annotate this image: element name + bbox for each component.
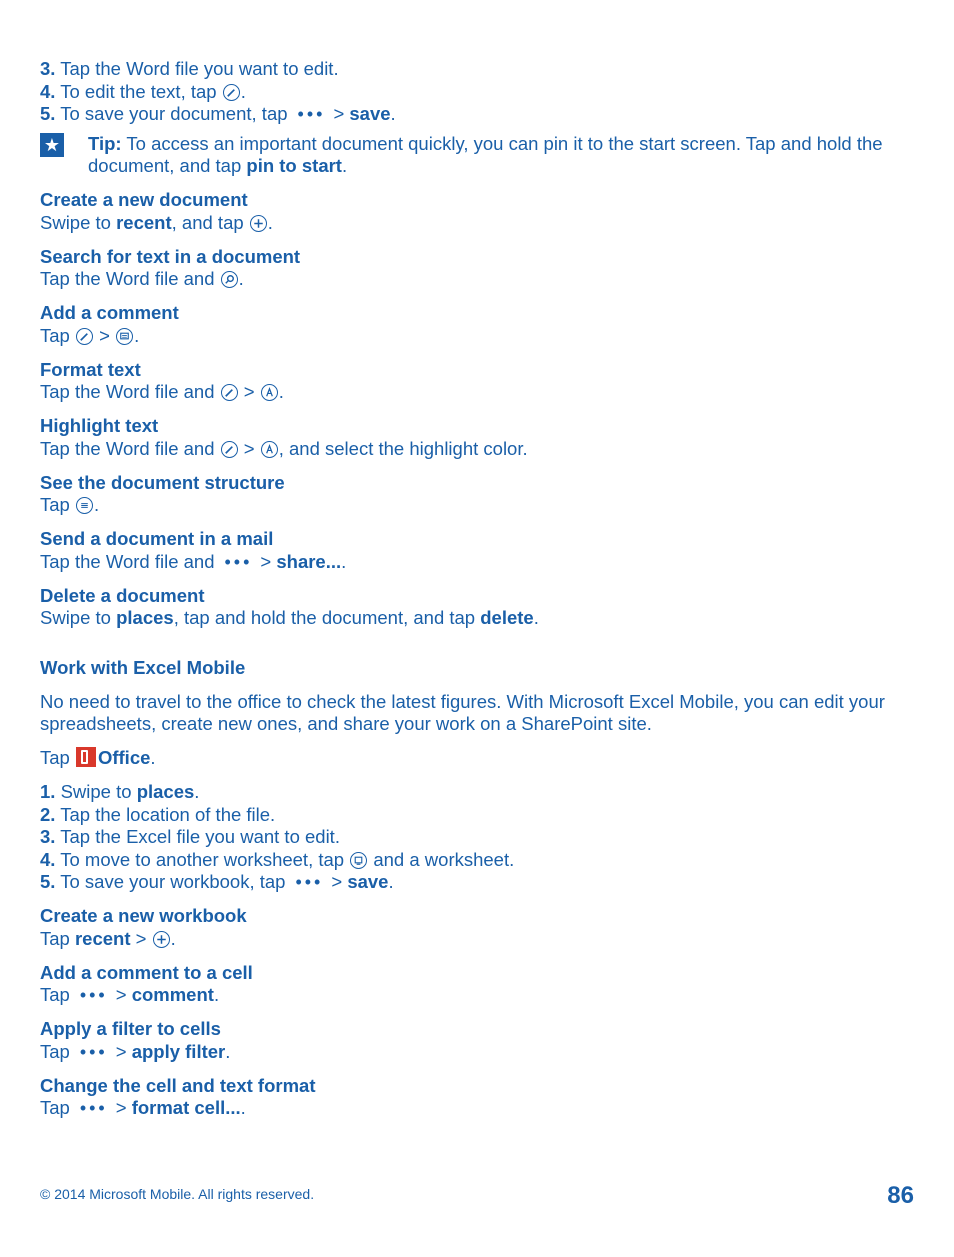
section-heading: Delete a document	[40, 584, 205, 606]
section-heading: Highlight text	[40, 415, 159, 436]
more-dots-icon: •••	[297, 104, 326, 124]
excel-intro: No need to travel to the office to check the latest figures. With Microsoft Excel Mobile, you can edit your spreadsheets, create new ones, and share your work on a SharePoint site.	[40, 690, 885, 734]
office-icon	[76, 747, 96, 767]
more-dots-icon: •••	[79, 1098, 108, 1118]
word-step-5: 5. To save your document, tap ••• > save.	[40, 103, 396, 124]
edit-icon	[76, 328, 93, 345]
excel-step-2: 2. Tap the location of the file.	[40, 803, 276, 825]
word-step-3: 3. Tap the Word file you want to edit.	[40, 58, 339, 79]
section-comment-cell: Add a comment to a cell Tap ••• > comment.	[40, 962, 920, 1007]
edit-icon	[223, 84, 240, 101]
section-heading: See the document structure	[40, 471, 285, 493]
section-create-document: Create a new document Swipe to recent, and tap .	[40, 189, 920, 234]
page-content	[40, 58, 920, 1120]
section-add-comment: Add a comment Tap > .	[40, 302, 920, 347]
outline-icon	[76, 497, 93, 514]
section-heading: Search for text in a document	[40, 245, 301, 267]
star-icon: ★	[40, 133, 64, 157]
excel-step-1: 1. Swipe to places.	[40, 781, 200, 802]
more-dots-icon: •••	[79, 985, 108, 1005]
add-icon	[153, 931, 170, 948]
excel-step-4: 4. To move to another worksheet, tap and a worksheet.	[40, 848, 515, 870]
edit-icon	[221, 384, 238, 401]
section-delete-document: Delete a document Swipe to places, tap and hold the document, and tap delete.	[40, 585, 920, 630]
section-heading: Apply a filter to cells	[40, 1018, 221, 1039]
section-send-mail: Send a document in a mail Tap the Word file and ••• > share....	[40, 528, 920, 573]
font-format-icon	[261, 441, 278, 458]
section-heading: Add a comment to a cell	[40, 961, 253, 983]
section-heading: Format text	[40, 358, 141, 380]
section-cell-format: Change the cell and text format Tap ••• > format cell....	[40, 1075, 920, 1120]
tip-text: Tip: To access an important document quickly, you can pin it to the start screen. Tap and hold the document, and tap pin to start.	[88, 132, 883, 176]
more-dots-icon: •••	[224, 551, 253, 572]
section-document-structure: See the document structure Tap .	[40, 472, 920, 517]
excel-title: Work with Excel Mobile	[40, 656, 246, 678]
more-dots-icon: •••	[79, 1041, 108, 1062]
section-heading: Create a new document	[40, 189, 248, 210]
page-number: 86	[887, 1182, 914, 1209]
section-format-text: Format text Tap the Word file and > .	[40, 359, 920, 404]
tap-office: Tap Office.	[40, 747, 156, 768]
excel-step-5: 5. To save your workbook, tap ••• > save.	[40, 871, 394, 892]
comment-icon	[116, 328, 133, 345]
footer-copyright: © 2014 Microsoft Mobile. All rights reserved.	[40, 1186, 315, 1202]
worksheet-icon	[350, 852, 367, 869]
tip-box	[40, 133, 920, 178]
section-create-workbook: Create a new workbook Tap recent > .	[40, 905, 920, 950]
edit-icon	[221, 441, 238, 458]
add-icon	[250, 215, 267, 232]
section-apply-filter: Apply a filter to cells Tap ••• > apply filter.	[40, 1018, 920, 1063]
excel-steps	[40, 781, 920, 894]
section-heading: Change the cell and text format	[40, 1074, 316, 1096]
font-format-icon	[261, 384, 278, 401]
more-dots-icon: •••	[295, 872, 324, 892]
search-icon	[221, 271, 238, 288]
word-step-4: 4. To edit the text, tap .	[40, 80, 246, 102]
section-heading: Send a document in a mail	[40, 528, 274, 549]
excel-step-3: 3. Tap the Excel file you want to edit.	[40, 826, 340, 847]
section-heading: Create a new workbook	[40, 905, 247, 926]
section-heading: Add a comment	[40, 302, 179, 323]
section-search-text: Search for text in a document Tap the Word file and .	[40, 246, 920, 291]
section-highlight-text: Highlight text Tap the Word file and > , and select the highlight color.	[40, 415, 920, 460]
